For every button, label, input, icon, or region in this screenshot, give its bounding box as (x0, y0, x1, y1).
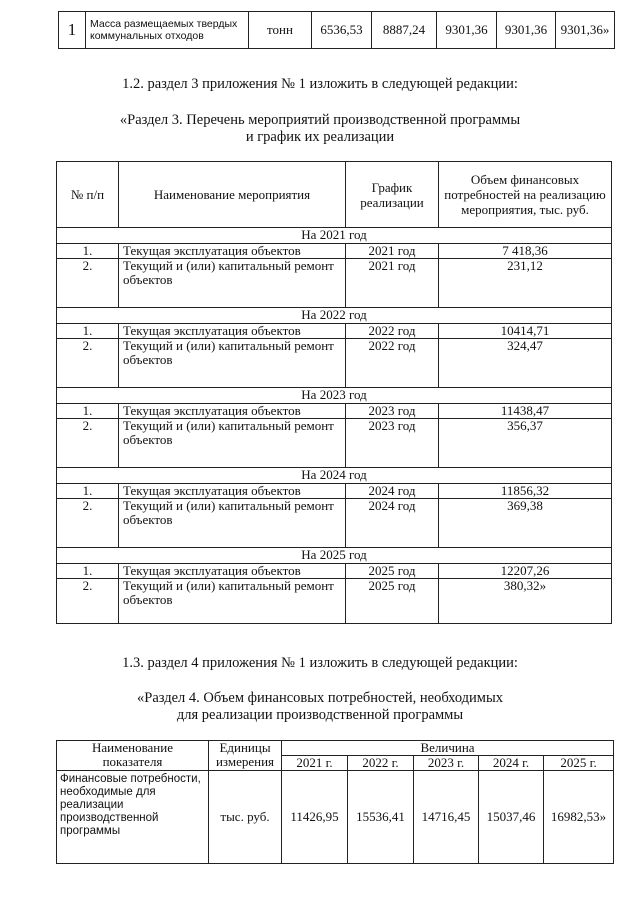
row-number: 1. (57, 564, 119, 579)
schedule-cell: 2021 год (346, 259, 439, 308)
header-volume: Объем финансовых потребностей на реализацию мероприятия, тыс. руб. (439, 162, 612, 228)
table-row (57, 499, 612, 548)
measure-name: Текущий и (или) капитальный ремонт объектов (119, 339, 346, 388)
section4-title-line2: для реализации производственной программы (176, 707, 464, 723)
table-row (57, 579, 612, 624)
table-row (57, 339, 612, 388)
value-cell: 6536,53 (312, 12, 372, 49)
amount-cell: 7 418,36 (439, 244, 612, 259)
schedule-cell: 2022 год (346, 339, 439, 388)
measure-name: Текущая эксплуатация объектов (119, 404, 346, 419)
section3-title-line2: и график их реализации (245, 129, 395, 145)
year-group-row (57, 468, 612, 484)
table-row (57, 419, 612, 468)
header-unit: Единицы измерения (209, 741, 282, 771)
schedule-cell: 2024 год (346, 499, 439, 548)
row-number: 2. (57, 579, 119, 624)
header-year: 2023 г. (414, 756, 479, 771)
schedule-cell: 2025 год (346, 579, 439, 624)
measure-name: Текущий и (или) капитальный ремонт объектов (119, 579, 346, 624)
table-row (57, 259, 612, 308)
header-indicator: Наименование показателя (57, 741, 209, 771)
row-number: 1. (57, 244, 119, 259)
row-number: 2. (57, 499, 119, 548)
schedule-cell: 2021 год (346, 244, 439, 259)
measure-name: Текущий и (или) капитальный ремонт объектов (119, 259, 346, 308)
row-number: 2. (57, 419, 119, 468)
value-cell: 9301,36 (497, 12, 556, 49)
header-name: Наименование мероприятия (119, 162, 346, 228)
row-number: 1. (57, 324, 119, 339)
indicator-name: Финансовые потребности, необходимые для реализации производственной программы (57, 771, 209, 864)
header-year: 2021 г. (282, 756, 348, 771)
schedule-cell: 2024 год (346, 484, 439, 499)
amount-cell: 11856,32 (439, 484, 612, 499)
year-group-row (57, 388, 612, 404)
table-row (57, 404, 612, 419)
measures-table-body (57, 228, 612, 624)
measures-table (56, 161, 612, 624)
measure-name: Текущая эксплуатация объектов (119, 244, 346, 259)
table-row (57, 564, 612, 579)
paragraph-1-2: 1.2. раздел 3 приложения № 1 изложить в следующей редакции: (122, 76, 518, 92)
row-number: 1 (59, 12, 86, 49)
table-row (59, 12, 615, 49)
value-cell: 8887,24 (372, 12, 437, 49)
year-group-label: На 2022 год (57, 308, 612, 324)
year-group-row (57, 308, 612, 324)
schedule-cell: 2025 год (346, 564, 439, 579)
schedule-cell: 2023 год (346, 419, 439, 468)
measure-name: Текущая эксплуатация объектов (119, 484, 346, 499)
header-year: 2025 г. (544, 756, 614, 771)
paragraph-1-3: 1.3. раздел 4 приложения № 1 изложить в следующей редакции: (122, 655, 518, 671)
year-group-label: На 2023 год (57, 388, 612, 404)
value-cell: 14716,45 (414, 771, 479, 864)
table-row (57, 771, 614, 864)
value-cell: 16982,53» (544, 771, 614, 864)
value-cell: 9301,36» (556, 12, 615, 49)
header-year: 2022 г. (348, 756, 414, 771)
schedule-cell: 2023 год (346, 404, 439, 419)
measure-name: Текущий и (или) капитальный ремонт объектов (119, 419, 346, 468)
year-group-row (57, 548, 612, 564)
measure-name: Текущая эксплуатация объектов (119, 324, 346, 339)
year-group-row (57, 228, 612, 244)
table-header-row (57, 741, 614, 756)
header-value: Величина (282, 741, 614, 756)
year-group-label: На 2024 год (57, 468, 612, 484)
amount-cell: 369,38 (439, 499, 612, 548)
measure-name: Текущий и (или) капитальный ремонт объектов (119, 499, 346, 548)
unit-cell: тыс. руб. (209, 771, 282, 864)
row-number: 1. (57, 484, 119, 499)
header-num: № п/п (57, 162, 119, 228)
financial-needs-table (56, 740, 614, 864)
section4-title-line1: «Раздел 4. Объем финансовых потребностей, необходимых (137, 690, 503, 706)
amount-cell: 12207,26 (439, 564, 612, 579)
schedule-cell: 2022 год (346, 324, 439, 339)
table-header-row (57, 162, 612, 228)
amount-cell: 356,37 (439, 419, 612, 468)
table-row (57, 324, 612, 339)
value-cell: 15536,41 (348, 771, 414, 864)
year-group-label: На 2025 год (57, 548, 612, 564)
table-row (57, 484, 612, 499)
amount-cell: 231,12 (439, 259, 612, 308)
section3-title-line1: «Раздел 3. Перечень мероприятий производственной программы (119, 112, 521, 128)
indicator-name: Масса размещаемых твердых коммунальных отходов (86, 12, 249, 49)
header-schedule: График реализации (346, 162, 439, 228)
row-number: 1. (57, 404, 119, 419)
year-group-label: На 2021 год (57, 228, 612, 244)
unit-cell: тонн (249, 12, 312, 49)
amount-cell: 324,47 (439, 339, 612, 388)
amount-cell: 11438,47 (439, 404, 612, 419)
amount-cell: 380,32» (439, 579, 612, 624)
top-indicator-table (58, 11, 615, 49)
measure-name: Текущая эксплуатация объектов (119, 564, 346, 579)
header-year: 2024 г. (479, 756, 544, 771)
row-number: 2. (57, 259, 119, 308)
amount-cell: 10414,71 (439, 324, 612, 339)
table-row (57, 244, 612, 259)
value-cell: 11426,95 (282, 771, 348, 864)
value-cell: 15037,46 (479, 771, 544, 864)
value-cell: 9301,36 (437, 12, 497, 49)
row-number: 2. (57, 339, 119, 388)
